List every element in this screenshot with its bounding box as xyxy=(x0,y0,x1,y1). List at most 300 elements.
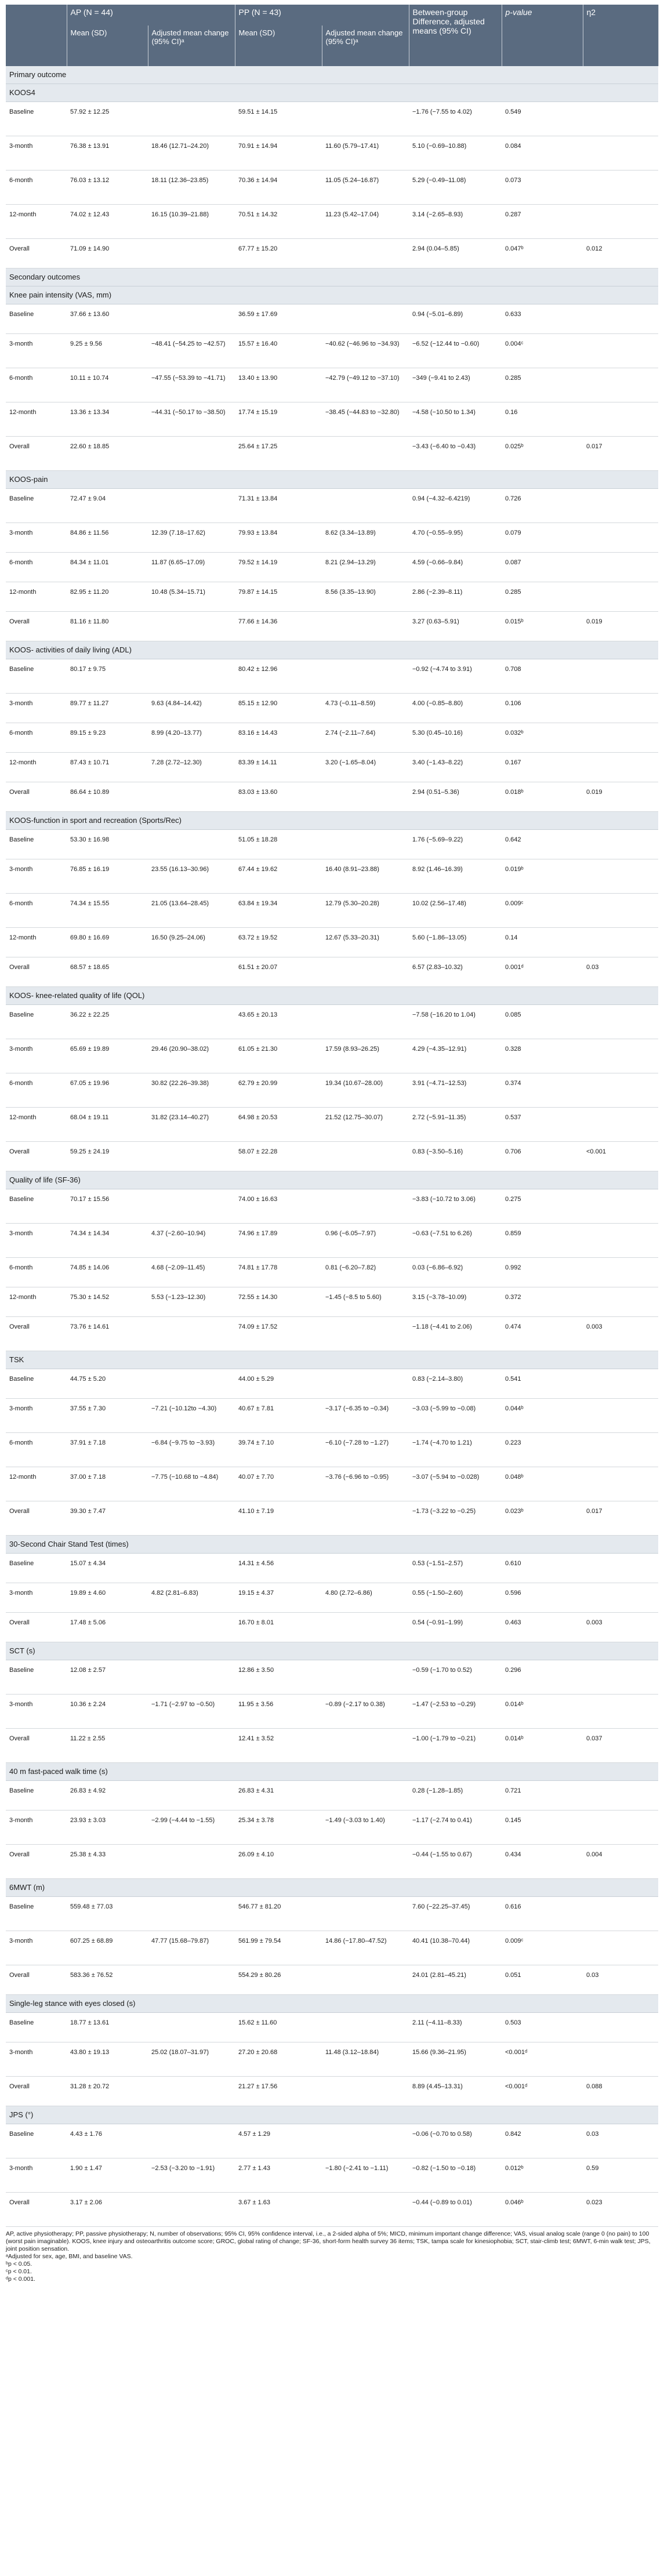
ap-mean-sd-cell: 18.77 ± 13.61 xyxy=(67,2013,148,2042)
p-value-cell: 0.001ᵈ xyxy=(502,957,583,987)
eta-squared-cell xyxy=(583,553,658,582)
between-group-cell: 4.29 (−4.35–12.91) xyxy=(409,1039,502,1073)
pp-adjusted-cell: 16.40 (8.91–23.88) xyxy=(322,859,409,894)
between-group-cell: 0.55 (−1.50–2.60) xyxy=(409,1583,502,1613)
ap-adjusted-cell: 31.82 (23.14–40.27) xyxy=(148,1108,235,1142)
timepoint-cell: 6-month xyxy=(6,1258,67,1287)
p-value-cell: 0.610 xyxy=(502,1554,583,1583)
header-ap-adjusted: Adjusted mean change (95% CI)ᵃ xyxy=(148,26,235,66)
pp-adjusted-cell xyxy=(322,1729,409,1763)
outcome-heading-row xyxy=(6,1879,658,1897)
pp-mean-sd-cell: 51.05 ± 18.28 xyxy=(235,830,322,859)
between-group-cell: 2.94 (0.51–5.36) xyxy=(409,782,502,812)
p-value-cell: 0.085 xyxy=(502,1005,583,1039)
outcome-heading: 40 m fast-paced walk time (s) xyxy=(6,1763,658,1781)
eta-squared-cell xyxy=(583,1287,658,1317)
outcome-heading: KOOS- knee-related quality of life (QOL) xyxy=(6,987,658,1005)
pp-mean-sd-cell: 11.95 ± 3.56 xyxy=(235,1695,322,1729)
ap-adjusted-cell xyxy=(148,1189,235,1224)
p-value-cell: 0.14 xyxy=(502,928,583,957)
ap-mean-sd-cell: 72.47 ± 9.04 xyxy=(67,489,148,523)
between-group-cell: −0.63 (−7.51 to 6.26) xyxy=(409,1224,502,1258)
p-value-cell: 0.708 xyxy=(502,659,583,694)
table-row xyxy=(6,1897,658,1931)
p-value-cell: 0.706 xyxy=(502,1142,583,1171)
pp-adjusted-cell xyxy=(322,2193,409,2227)
p-value-cell: 0.287 xyxy=(502,205,583,239)
ap-adjusted-cell xyxy=(148,782,235,812)
pp-adjusted-cell xyxy=(322,1613,409,1642)
pp-mean-sd-cell: 80.42 ± 12.96 xyxy=(235,659,322,694)
between-group-cell: −0.92 (−4.74 to 3.91) xyxy=(409,659,502,694)
table-row xyxy=(6,659,658,694)
pp-adjusted-cell xyxy=(322,489,409,523)
table-row xyxy=(6,1583,658,1613)
pp-adjusted-cell xyxy=(322,437,409,471)
p-value-cell: 0.328 xyxy=(502,1039,583,1073)
results-table-container xyxy=(6,5,658,2283)
pp-mean-sd-cell: 27.20 ± 20.68 xyxy=(235,2042,322,2077)
pp-mean-sd-cell: 62.79 ± 20.99 xyxy=(235,1073,322,1108)
between-group-cell: −0.82 (−1.50 to −0.18) xyxy=(409,2158,502,2193)
p-value-cell: 0.019ᵇ xyxy=(502,859,583,894)
pp-adjusted-cell: 3.20 (−1.65–8.04) xyxy=(322,753,409,782)
outcome-heading-row xyxy=(6,1536,658,1554)
p-value-cell: 0.721 xyxy=(502,1781,583,1811)
table-row xyxy=(6,1729,658,1763)
between-group-cell: −6.52 (−12.44 to −0.60) xyxy=(409,334,502,368)
table-row xyxy=(6,205,658,239)
pp-adjusted-cell: 4.73 (−0.11–8.59) xyxy=(322,694,409,723)
ap-mean-sd-cell: 82.95 ± 11.20 xyxy=(67,582,148,612)
ap-mean-sd-cell: 559.48 ± 77.03 xyxy=(67,1897,148,1931)
pp-mean-sd-cell: 44.00 ± 5.29 xyxy=(235,1369,322,1399)
pp-adjusted-cell xyxy=(322,1781,409,1811)
timepoint-cell: Baseline xyxy=(6,489,67,523)
outcome-heading: 6MWT (m) xyxy=(6,1879,658,1897)
eta-squared-cell xyxy=(583,830,658,859)
p-value-cell: 0.009ᶜ xyxy=(502,1931,583,1965)
ap-adjusted-cell: 7.28 (2.72–12.30) xyxy=(148,753,235,782)
ap-adjusted-cell: 30.82 (22.26–39.38) xyxy=(148,1073,235,1108)
outcome-heading-row xyxy=(6,1351,658,1369)
ap-mean-sd-cell: 1.90 ± 1.47 xyxy=(67,2158,148,2193)
pp-adjusted-cell xyxy=(322,1369,409,1399)
pp-mean-sd-cell: 2.77 ± 1.43 xyxy=(235,2158,322,2193)
pp-adjusted-cell xyxy=(322,1897,409,1931)
table-row xyxy=(6,553,658,582)
p-value-cell: 0.073 xyxy=(502,170,583,205)
ap-mean-sd-cell: 17.48 ± 5.06 xyxy=(67,1613,148,1642)
footnote: ᵃAdjusted for sex, age, BMI, and baseline VAS. xyxy=(6,2253,133,2260)
timepoint-cell: Overall xyxy=(6,612,67,641)
table-row xyxy=(6,782,658,812)
timepoint-cell: Baseline xyxy=(6,1189,67,1224)
p-value-cell: 0.16 xyxy=(502,402,583,437)
header-p-value: p-value xyxy=(502,5,583,66)
between-group-cell: −1.74 (−4.70 to 1.21) xyxy=(409,1433,502,1467)
eta-squared-cell xyxy=(583,2013,658,2042)
header-ap: AP (N = 44) xyxy=(67,5,235,26)
ap-mean-sd-cell: 74.34 ± 14.34 xyxy=(67,1224,148,1258)
header-ap-mean-sd: Mean (SD) xyxy=(67,26,148,66)
table-row xyxy=(6,1695,658,1729)
eta-squared-cell xyxy=(583,523,658,553)
between-group-cell: 8.89 (4.45–13.31) xyxy=(409,2077,502,2106)
timepoint-cell: 3-month xyxy=(6,334,67,368)
ap-adjusted-cell: −7.21 (−10.12to −4.30) xyxy=(148,1399,235,1433)
results-table xyxy=(6,5,659,2227)
between-group-cell: 0.03 (−6.86–6.92) xyxy=(409,1258,502,1287)
ap-adjusted-cell: 12.39 (7.18–17.62) xyxy=(148,523,235,553)
pp-mean-sd-cell: 67.44 ± 19.62 xyxy=(235,859,322,894)
table-row xyxy=(6,1811,658,1845)
ap-mean-sd-cell: 69.80 ± 16.69 xyxy=(67,928,148,957)
p-value-cell: 0.015ᵇ xyxy=(502,612,583,641)
ap-adjusted-cell xyxy=(148,304,235,334)
eta-squared-cell xyxy=(583,1897,658,1931)
pp-mean-sd-cell: 546.77 ± 81.20 xyxy=(235,1897,322,1931)
table-row xyxy=(6,2077,658,2106)
between-group-cell: −7.58 (−16.20 to 1.04) xyxy=(409,1005,502,1039)
timepoint-cell: Overall xyxy=(6,957,67,987)
ap-mean-sd-cell: 36.22 ± 22.25 xyxy=(67,1005,148,1039)
table-header xyxy=(6,5,658,66)
pp-adjusted-cell: 11.05 (5.24–16.87) xyxy=(322,170,409,205)
eta-squared-cell: 0.003 xyxy=(583,1317,658,1351)
eta-squared-cell xyxy=(583,304,658,334)
timepoint-cell: 12-month xyxy=(6,582,67,612)
pp-mean-sd-cell: 85.15 ± 12.90 xyxy=(235,694,322,723)
eta-squared-cell xyxy=(583,928,658,957)
footnote: ᶜp < 0.01. xyxy=(6,2268,32,2275)
timepoint-cell: Overall xyxy=(6,1729,67,1763)
ap-adjusted-cell: 23.55 (16.13–30.96) xyxy=(148,859,235,894)
table-row xyxy=(6,1224,658,1258)
outcome-heading-row xyxy=(6,812,658,830)
ap-mean-sd-cell: 37.00 ± 7.18 xyxy=(67,1467,148,1501)
ap-adjusted-cell: 4.37 (−2.60–10.94) xyxy=(148,1224,235,1258)
outcome-heading-row xyxy=(6,84,658,102)
eta-squared-cell xyxy=(583,1811,658,1845)
table-row xyxy=(6,1965,658,1995)
table-row xyxy=(6,1613,658,1642)
ap-mean-sd-cell: 607.25 ± 68.89 xyxy=(67,1931,148,1965)
pp-adjusted-cell xyxy=(322,2077,409,2106)
eta-squared-cell xyxy=(583,1073,658,1108)
table-row xyxy=(6,894,658,928)
pp-mean-sd-cell: 15.57 ± 16.40 xyxy=(235,334,322,368)
timepoint-cell: 3-month xyxy=(6,1583,67,1613)
ap-adjusted-cell: 4.82 (2.81–6.83) xyxy=(148,1583,235,1613)
timepoint-cell: Baseline xyxy=(6,659,67,694)
pp-mean-sd-cell: 74.09 ± 17.52 xyxy=(235,1317,322,1351)
p-value-cell: 0.032ᵇ xyxy=(502,723,583,753)
p-value-cell: 0.046ᵇ xyxy=(502,2193,583,2227)
ap-mean-sd-cell: 4.43 ± 1.76 xyxy=(67,2124,148,2158)
p-value-cell: 0.106 xyxy=(502,694,583,723)
timepoint-cell: Baseline xyxy=(6,1369,67,1399)
footnote: ᵈp < 0.001. xyxy=(6,2276,35,2283)
ap-adjusted-cell xyxy=(148,1554,235,1583)
pp-mean-sd-cell: 83.39 ± 14.11 xyxy=(235,753,322,782)
p-value-cell: 0.296 xyxy=(502,1660,583,1695)
ap-mean-sd-cell: 37.55 ± 7.30 xyxy=(67,1399,148,1433)
between-group-cell: −1.18 (−4.41 to 2.06) xyxy=(409,1317,502,1351)
ap-mean-sd-cell: 13.36 ± 13.34 xyxy=(67,402,148,437)
p-value-cell: 0.044ᵇ xyxy=(502,1399,583,1433)
eta-squared-cell xyxy=(583,694,658,723)
timepoint-cell: 6-month xyxy=(6,1433,67,1467)
timepoint-cell: 12-month xyxy=(6,753,67,782)
pp-mean-sd-cell: 13.40 ± 13.90 xyxy=(235,368,322,402)
eta-squared-cell: 0.019 xyxy=(583,612,658,641)
between-group-cell: −1.47 (−2.53 to −0.29) xyxy=(409,1695,502,1729)
timepoint-cell: Overall xyxy=(6,437,67,471)
ap-adjusted-cell: 16.15 (10.39–21.88) xyxy=(148,205,235,239)
table-row xyxy=(6,402,658,437)
ap-adjusted-cell: −44.31 (−50.17 to −38.50) xyxy=(148,402,235,437)
ap-mean-sd-cell: 25.38 ± 4.33 xyxy=(67,1845,148,1879)
between-group-cell: 0.94 (−5.01–6.89) xyxy=(409,304,502,334)
pp-mean-sd-cell: 67.77 ± 15.20 xyxy=(235,239,322,269)
header-eta-squared: η2 xyxy=(583,5,658,66)
pp-mean-sd-cell: 72.55 ± 14.30 xyxy=(235,1287,322,1317)
ap-adjusted-cell xyxy=(148,1660,235,1695)
table-row xyxy=(6,859,658,894)
ap-adjusted-cell: 18.11 (12.36–23.85) xyxy=(148,170,235,205)
eta-squared-cell xyxy=(583,1660,658,1695)
pp-mean-sd-cell: 71.31 ± 13.84 xyxy=(235,489,322,523)
pp-adjusted-cell: 14.86 (−17.80–47.52) xyxy=(322,1931,409,1965)
pp-mean-sd-cell: 63.84 ± 19.34 xyxy=(235,894,322,928)
timepoint-cell: 3-month xyxy=(6,1224,67,1258)
pp-mean-sd-cell: 59.51 ± 14.15 xyxy=(235,102,322,136)
pp-mean-sd-cell: 70.51 ± 14.32 xyxy=(235,205,322,239)
pp-mean-sd-cell: 15.62 ± 11.60 xyxy=(235,2013,322,2042)
eta-squared-cell xyxy=(583,1399,658,1433)
table-row xyxy=(6,830,658,859)
ap-adjusted-cell: 16.50 (9.25–24.06) xyxy=(148,928,235,957)
timepoint-cell: 3-month xyxy=(6,2158,67,2193)
timepoint-cell: 3-month xyxy=(6,2042,67,2077)
ap-mean-sd-cell: 74.85 ± 14.06 xyxy=(67,1258,148,1287)
pp-adjusted-cell xyxy=(322,957,409,987)
eta-squared-cell xyxy=(583,753,658,782)
p-value-cell: 0.285 xyxy=(502,582,583,612)
between-group-cell: 2.11 (−4.11–8.33) xyxy=(409,2013,502,2042)
pp-mean-sd-cell: 64.98 ± 20.53 xyxy=(235,1108,322,1142)
eta-squared-cell xyxy=(583,1039,658,1073)
p-value-cell: 0.374 xyxy=(502,1073,583,1108)
timepoint-cell: Baseline xyxy=(6,1660,67,1695)
timepoint-cell: Overall xyxy=(6,782,67,812)
ap-mean-sd-cell: 76.38 ± 13.91 xyxy=(67,136,148,170)
eta-squared-cell: 0.017 xyxy=(583,437,658,471)
pp-adjusted-cell xyxy=(322,1005,409,1039)
pp-mean-sd-cell: 561.99 ± 79.54 xyxy=(235,1931,322,1965)
eta-squared-cell xyxy=(583,1369,658,1399)
ap-adjusted-cell xyxy=(148,957,235,987)
ap-mean-sd-cell: 89.15 ± 9.23 xyxy=(67,723,148,753)
pp-adjusted-cell: −40.62 (−46.96 to −34.93) xyxy=(322,334,409,368)
pp-adjusted-cell xyxy=(322,1554,409,1583)
timepoint-cell: 3-month xyxy=(6,694,67,723)
outcome-heading: SCT (s) xyxy=(6,1642,658,1660)
between-group-cell: 0.83 (−2.14–3.80) xyxy=(409,1369,502,1399)
between-group-cell: 0.54 (−0.91–1.99) xyxy=(409,1613,502,1642)
ap-adjusted-cell xyxy=(148,2077,235,2106)
eta-squared-cell: 0.03 xyxy=(583,957,658,987)
table-row xyxy=(6,957,658,987)
between-group-cell: −0.44 (−0.89 to 0.01) xyxy=(409,2193,502,2227)
between-group-cell: 10.02 (2.56–17.48) xyxy=(409,894,502,928)
p-value-cell: 0.285 xyxy=(502,368,583,402)
p-value-cell: 0.014ᵇ xyxy=(502,1695,583,1729)
timepoint-cell: Overall xyxy=(6,1845,67,1879)
section-heading-row xyxy=(6,269,658,286)
timepoint-cell: 12-month xyxy=(6,205,67,239)
p-value-cell: 0.726 xyxy=(502,489,583,523)
ap-mean-sd-cell: 74.34 ± 15.55 xyxy=(67,894,148,928)
ap-mean-sd-cell: 22.60 ± 18.85 xyxy=(67,437,148,471)
ap-adjusted-cell xyxy=(148,2124,235,2158)
between-group-cell: 0.53 (−1.51–2.57) xyxy=(409,1554,502,1583)
ap-mean-sd-cell: 75.30 ± 14.52 xyxy=(67,1287,148,1317)
ap-adjusted-cell: −6.84 (−9.75 to −3.93) xyxy=(148,1433,235,1467)
outcome-heading: Knee pain intensity (VAS, mm) xyxy=(6,286,658,304)
timepoint-cell: Baseline xyxy=(6,2013,67,2042)
table-row xyxy=(6,1369,658,1399)
ap-adjusted-cell xyxy=(148,1897,235,1931)
table-row xyxy=(6,1399,658,1433)
eta-squared-cell: 0.004 xyxy=(583,1845,658,1879)
table-row xyxy=(6,1039,658,1073)
outcome-heading-row xyxy=(6,471,658,489)
between-group-cell: 7.60 (−22.25–37.45) xyxy=(409,1897,502,1931)
ap-mean-sd-cell: 87.43 ± 10.71 xyxy=(67,753,148,782)
ap-adjusted-cell xyxy=(148,830,235,859)
between-group-cell: 6.57 (2.83–10.32) xyxy=(409,957,502,987)
table-row xyxy=(6,1258,658,1287)
eta-squared-cell: 0.003 xyxy=(583,1613,658,1642)
ap-adjusted-cell: 8.99 (4.20–13.77) xyxy=(148,723,235,753)
table-row xyxy=(6,612,658,641)
between-group-cell: −3.83 (−10.72 to 3.06) xyxy=(409,1189,502,1224)
ap-adjusted-cell: 21.05 (13.64–28.45) xyxy=(148,894,235,928)
timepoint-cell: Overall xyxy=(6,1613,67,1642)
between-group-cell: 3.14 (−2.65–8.93) xyxy=(409,205,502,239)
pp-mean-sd-cell: 74.96 ± 17.89 xyxy=(235,1224,322,1258)
timepoint-cell: 12-month xyxy=(6,1467,67,1501)
header-between-group: Between-group Difference, adjusted means (95% CI) xyxy=(409,5,502,66)
pp-mean-sd-cell: 16.70 ± 8.01 xyxy=(235,1613,322,1642)
pp-mean-sd-cell: 4.57 ± 1.29 xyxy=(235,2124,322,2158)
timepoint-cell: 3-month xyxy=(6,859,67,894)
ap-mean-sd-cell: 70.17 ± 15.56 xyxy=(67,1189,148,1224)
eta-squared-cell: 0.03 xyxy=(583,2124,658,2158)
pp-adjusted-cell xyxy=(322,304,409,334)
section-heading: Primary outcome xyxy=(6,66,658,84)
ap-mean-sd-cell: 89.77 ± 11.27 xyxy=(67,694,148,723)
pp-adjusted-cell: −6.10 (−7.28 to −1.27) xyxy=(322,1433,409,1467)
ap-adjusted-cell xyxy=(148,489,235,523)
p-value-cell: 0.145 xyxy=(502,1811,583,1845)
section-heading-row xyxy=(6,66,658,84)
ap-mean-sd-cell: 81.16 ± 11.80 xyxy=(67,612,148,641)
eta-squared-cell xyxy=(583,1695,658,1729)
table-row xyxy=(6,1781,658,1811)
p-value-cell: 0.018ᵇ xyxy=(502,782,583,812)
table-row xyxy=(6,437,658,471)
pp-adjusted-cell xyxy=(322,1142,409,1171)
outcome-heading-row xyxy=(6,1642,658,1660)
ap-adjusted-cell: −2.99 (−4.44 to −1.55) xyxy=(148,1811,235,1845)
eta-squared-cell xyxy=(583,723,658,753)
between-group-cell: 24.01 (2.81–45.21) xyxy=(409,1965,502,1995)
p-value-cell: 0.012ᵇ xyxy=(502,2158,583,2193)
timepoint-cell: 3-month xyxy=(6,1399,67,1433)
timepoint-cell: 6-month xyxy=(6,894,67,928)
table-body xyxy=(6,66,658,2227)
outcome-heading: 30-Second Chair Stand Test (times) xyxy=(6,1536,658,1554)
between-group-cell: 2.72 (−5.91–11.35) xyxy=(409,1108,502,1142)
table-footnotes xyxy=(6,2227,658,2283)
timepoint-cell: 6-month xyxy=(6,723,67,753)
ap-adjusted-cell: −2.53 (−3.20 to −1.91) xyxy=(148,2158,235,2193)
table-row xyxy=(6,136,658,170)
outcome-heading-row xyxy=(6,2106,658,2124)
pp-adjusted-cell xyxy=(322,1317,409,1351)
timepoint-cell: 3-month xyxy=(6,136,67,170)
between-group-cell: −3.07 (−5.94 to −0.028) xyxy=(409,1467,502,1501)
pp-adjusted-cell: −42.79 (−49.12 to −37.10) xyxy=(322,368,409,402)
pp-adjusted-cell: 0.81 (−6.20–7.82) xyxy=(322,1258,409,1287)
timepoint-cell: Overall xyxy=(6,2193,67,2227)
pp-adjusted-cell xyxy=(322,102,409,136)
pp-mean-sd-cell: 26.09 ± 4.10 xyxy=(235,1845,322,1879)
between-group-cell: −349 (−9.41 to 2.43) xyxy=(409,368,502,402)
ap-adjusted-cell xyxy=(148,1005,235,1039)
pp-adjusted-cell: −38.45 (−44.83 to −32.80) xyxy=(322,402,409,437)
timepoint-cell: Baseline xyxy=(6,1005,67,1039)
pp-mean-sd-cell: 83.03 ± 13.60 xyxy=(235,782,322,812)
pp-mean-sd-cell: 25.64 ± 17.25 xyxy=(235,437,322,471)
table-row xyxy=(6,170,658,205)
pp-adjusted-cell: −3.17 (−6.35 to −0.34) xyxy=(322,1399,409,1433)
pp-mean-sd-cell: 77.66 ± 14.36 xyxy=(235,612,322,641)
pp-adjusted-cell: 11.23 (5.42–17.04) xyxy=(322,205,409,239)
ap-mean-sd-cell: 68.04 ± 19.11 xyxy=(67,1108,148,1142)
timepoint-cell: 12-month xyxy=(6,1108,67,1142)
ap-mean-sd-cell: 23.93 ± 3.03 xyxy=(67,1811,148,1845)
between-group-cell: 40.41 (10.38–70.44) xyxy=(409,1931,502,1965)
pp-mean-sd-cell: 43.65 ± 20.13 xyxy=(235,1005,322,1039)
ap-mean-sd-cell: 583.36 ± 76.52 xyxy=(67,1965,148,1995)
ap-mean-sd-cell: 65.69 ± 19.89 xyxy=(67,1039,148,1073)
between-group-cell: 5.60 (−1.86–13.05) xyxy=(409,928,502,957)
pp-mean-sd-cell: 41.10 ± 7.19 xyxy=(235,1501,322,1536)
ap-adjusted-cell xyxy=(148,1613,235,1642)
between-group-cell: −0.44 (−1.55 to 0.67) xyxy=(409,1845,502,1879)
outcome-heading: TSK xyxy=(6,1351,658,1369)
p-value-cell: 0.642 xyxy=(502,830,583,859)
eta-squared-cell xyxy=(583,1781,658,1811)
p-value-cell: 0.616 xyxy=(502,1897,583,1931)
ap-mean-sd-cell: 11.22 ± 2.55 xyxy=(67,1729,148,1763)
ap-adjusted-cell xyxy=(148,1501,235,1536)
eta-squared-cell xyxy=(583,894,658,928)
